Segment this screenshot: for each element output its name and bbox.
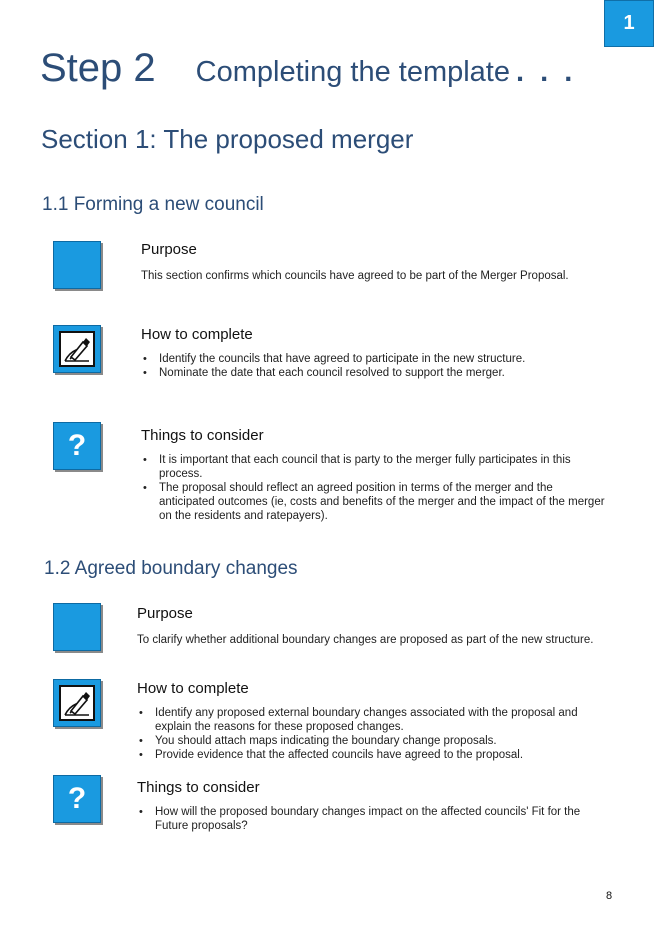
things-to-consider-list: [141, 453, 606, 523]
things-to-consider-title: Things to consider: [141, 427, 264, 444]
list-item: • Nominate the date that each council resolved to support the merger.: [141, 366, 606, 380]
purpose-icon: [53, 603, 101, 651]
chapter-tab: 1: [604, 0, 654, 47]
how-to-complete-title: How to complete: [137, 680, 249, 697]
pen-icon: [53, 679, 101, 727]
page-number: 8: [606, 890, 613, 902]
list-item: • Identify the councils that have agreed to participate in the new structure.: [141, 352, 606, 366]
how-to-complete-title: How to complete: [141, 326, 253, 343]
list-item: • Provide evidence that the affected councils have agreed to the proposal.: [137, 748, 592, 762]
page-header: [40, 46, 576, 91]
purpose-text: This section confirms which councils have agreed to be part of the Merger Proposal.: [141, 270, 569, 282]
purpose-title: Purpose: [137, 605, 193, 622]
how-to-complete-list: [137, 706, 592, 762]
things-to-consider-block: [141, 427, 606, 523]
things-to-consider-block: [137, 779, 592, 833]
question-icon: ?: [53, 775, 101, 823]
step-ellipsis: . . .: [516, 56, 577, 88]
pen-icon: [53, 325, 101, 373]
step-label: Step 2: [40, 46, 156, 90]
purpose-icon: [53, 241, 101, 289]
purpose-block: [141, 241, 606, 285]
list-item: • You should attach maps indicating the boundary change proposals.: [137, 734, 592, 748]
question-icon: ?: [53, 422, 101, 470]
section-title: Section 1: The proposed merger: [41, 124, 414, 154]
list-item: • It is important that each council that is party to the merger fully participates in this process.: [141, 453, 606, 481]
things-to-consider-title: Things to consider: [137, 779, 260, 796]
how-to-complete-block: [141, 326, 606, 380]
subsection-heading-1-2: 1.2 Agreed boundary changes: [44, 558, 298, 579]
list-item: • The proposal should reflect an agreed position in terms of the merger and the anticipated outcomes (ie, costs and benefits of the merger and the impact of the merger on the residents and ratepayers).: [141, 481, 606, 523]
list-item: • How will the proposed boundary changes impact on the affected councils' Fit for the Future proposals?: [137, 805, 592, 833]
purpose-title: Purpose: [141, 241, 197, 258]
subsection-heading-1-1: 1.1 Forming a new council: [42, 194, 264, 215]
how-to-complete-block: [137, 680, 592, 762]
things-to-consider-list: [137, 805, 592, 833]
list-item: • Identify any proposed external boundary changes associated with the proposal and explain the reasons for these proposed changes.: [137, 706, 592, 734]
purpose-text: To clarify whether additional boundary changes are proposed as part of the new structure.: [137, 634, 594, 646]
purpose-block: [137, 605, 602, 649]
step-title: Completing the template: [195, 56, 510, 88]
how-to-complete-list: [141, 352, 606, 380]
